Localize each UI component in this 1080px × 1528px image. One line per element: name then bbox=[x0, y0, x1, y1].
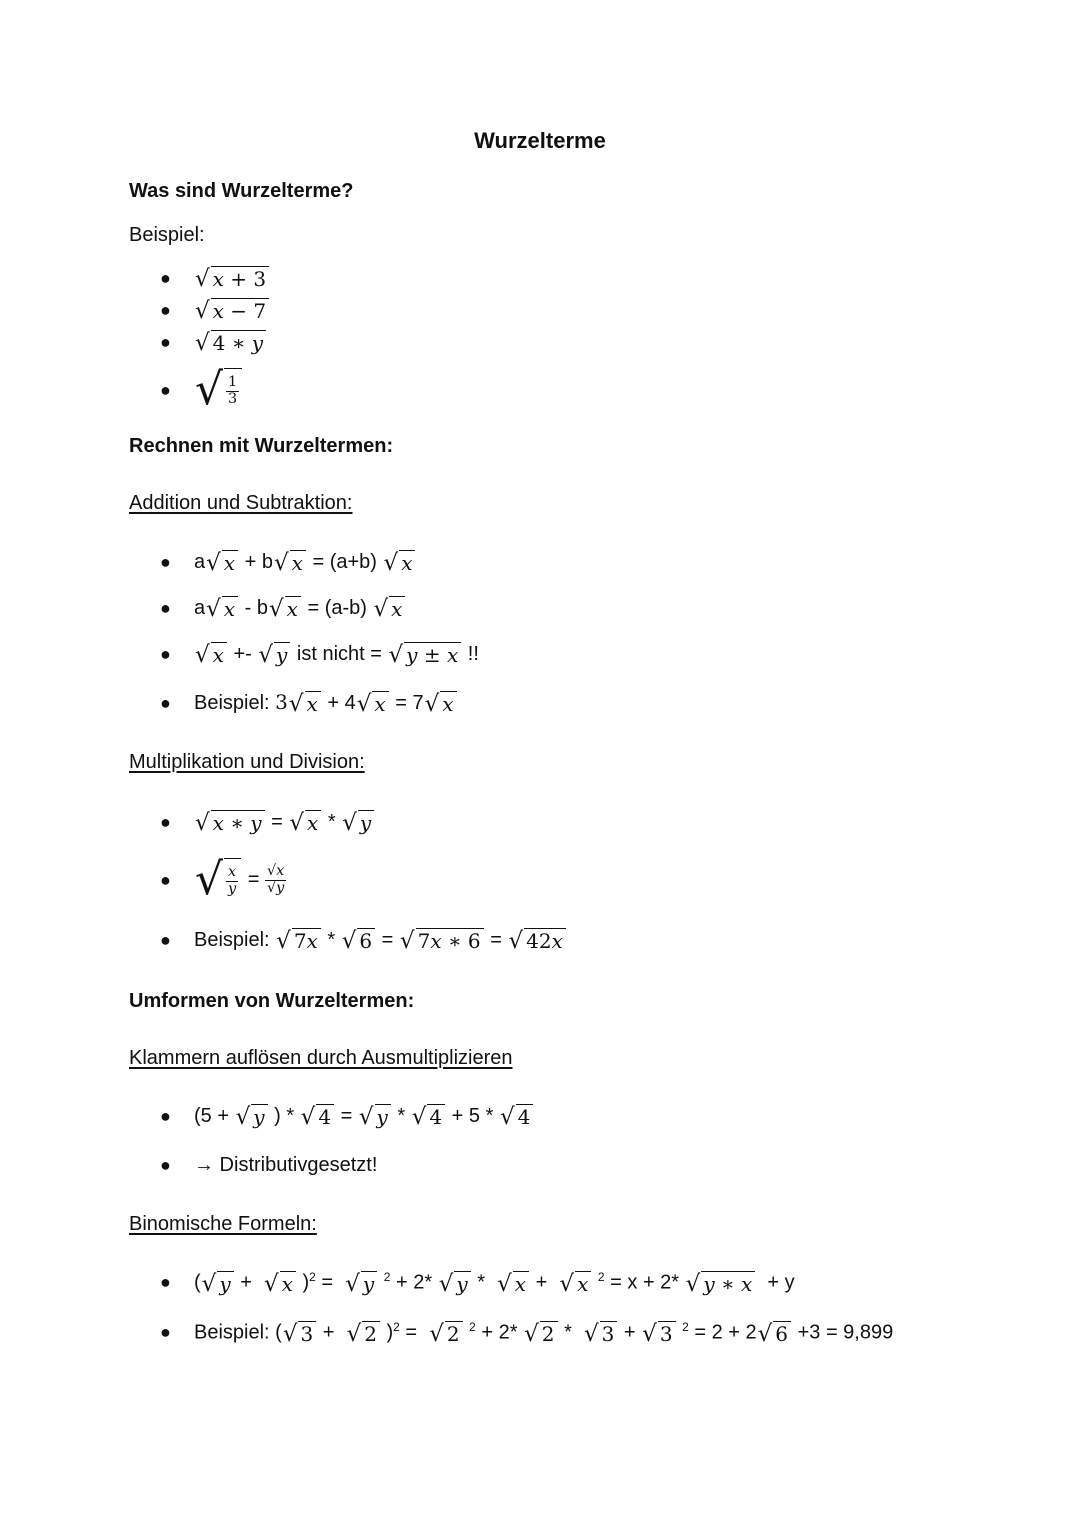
list-item bbox=[160, 550, 1040, 575]
list-item bbox=[160, 1104, 1040, 1129]
list-item bbox=[160, 1270, 1040, 1296]
bullet-icon: ● bbox=[160, 1155, 171, 1175]
formula-example-3: √ 4 ∗ y bbox=[195, 330, 266, 355]
list-item bbox=[160, 596, 1040, 621]
bullet-icon: ● bbox=[160, 930, 171, 950]
subheading-addition: Addition und Subtraktion: bbox=[129, 492, 353, 514]
formula-klammern: (5 + √ y ) * √ 4 = √ y * √ 4 + 5 * √ 4 bbox=[194, 1104, 534, 1129]
bullet-icon: ● bbox=[160, 1272, 171, 1293]
bullet-icon: ● bbox=[160, 268, 171, 288]
formula-example-4: √ $\frac{1}{3}$ bbox=[195, 368, 242, 412]
subheading-multiplication: Multiplikation und Division: bbox=[129, 751, 365, 773]
list-item bbox=[160, 690, 1040, 716]
section-heading-rechnen: Rechnen mit Wurzeltermen: bbox=[129, 435, 394, 457]
list-item bbox=[160, 854, 1040, 905]
list-item bbox=[160, 330, 1040, 355]
formula-multiplication-example: Beispiel: √ 7 x * √ 6 = √ 7 x ∗ 6 = √ 42 x bbox=[194, 928, 567, 953]
bullet-icon: ● bbox=[160, 552, 171, 572]
bullet-icon: ● bbox=[160, 598, 171, 618]
formula-example-2: √ x − 7 bbox=[195, 298, 269, 323]
formula-not-equal: √ x +- √ y ist nicht = √ y ± x !! bbox=[195, 642, 479, 668]
formula-example-1: √ x + 3 bbox=[195, 266, 269, 291]
subheading-binomisch: Binomische Formeln: bbox=[129, 1213, 317, 1235]
list-item bbox=[160, 364, 1040, 415]
bullet-icon: ● bbox=[160, 812, 171, 832]
section-heading-umformen: Umformen von Wurzeltermen: bbox=[129, 990, 415, 1012]
list-item bbox=[160, 1154, 1040, 1177]
list-item bbox=[160, 266, 1040, 291]
bullet-icon: ● bbox=[160, 1106, 171, 1126]
bullet-icon: ● bbox=[160, 332, 171, 352]
distributivgesetz-note: → Distributivgesetzt! bbox=[194, 1154, 378, 1176]
bullet-icon: ● bbox=[160, 379, 171, 400]
list-item bbox=[160, 810, 1040, 835]
formula-binomisch: ( √ y + √ x )$^2$ = √ y $^2$ + 2* √ y * √ x + √ x $^2$ = x + 2* √ y ∗ x + y bbox=[194, 1270, 795, 1297]
formula-binomisch-example: Beispiel: ( √ 3 + √ 2 )$^2$ = √ 2 $^2$ + 2* √ 2 * √ 3 + √ 3 $^2$ = 2 + 2 √ 6 +3 = 9,899 bbox=[194, 1320, 894, 1347]
formula-multiplication: √ x ∗ y = √ x * √ y bbox=[194, 810, 375, 835]
formula-division: √ $\frac{x}{y}$ = $\frac{√x}{√y}$ bbox=[195, 854, 285, 905]
list-item bbox=[160, 298, 1040, 323]
formula-addition-example: Beispiel: 3 √ x + 4 √ x = 7 √ x bbox=[194, 690, 458, 716]
example-label: Beispiel: bbox=[129, 224, 205, 246]
section-heading-was-sind: Was sind Wurzelterme? bbox=[129, 180, 354, 202]
page-title: Wurzelterme bbox=[474, 128, 606, 153]
list-item bbox=[160, 642, 1040, 667]
bullet-icon: ● bbox=[160, 692, 171, 713]
bullet-icon: ● bbox=[160, 869, 171, 890]
subheading-klammern: Klammern auflösen durch Ausmultiplizieren bbox=[129, 1047, 513, 1069]
formula-addition: a √ x + b √ x = (a+b) √ x bbox=[194, 550, 416, 575]
bullet-icon: ● bbox=[160, 1322, 171, 1343]
list-item bbox=[160, 928, 1040, 953]
bullet-icon: ● bbox=[160, 300, 171, 320]
bullet-icon: ● bbox=[160, 644, 171, 664]
list-item bbox=[160, 1320, 1040, 1346]
formula-subtraction: a √ x - b √ x = (a-b) √ x bbox=[194, 596, 406, 621]
